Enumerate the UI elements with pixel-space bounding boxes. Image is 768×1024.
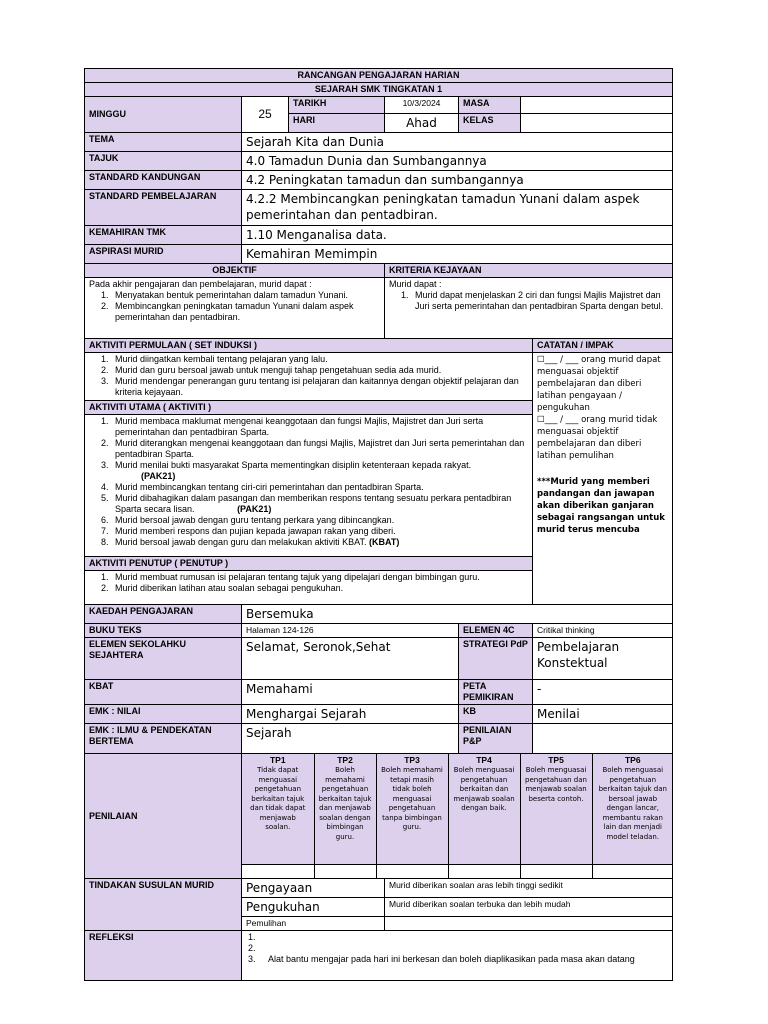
penutup-item: 2. Murid diberikan latihan atau soalan sebagai pengukuhan. (111, 583, 528, 594)
masa-value (521, 97, 673, 114)
pengayaan-label: Pengayaan (242, 879, 385, 898)
kriteria-kejayaan-header: KRITERIA KEJAYAAN (385, 264, 673, 278)
standard-kandungan-value: 4.2 Peningkatan tamadun dan sumbangannya (242, 171, 673, 190)
elemen-sekolahku-label: ELEMEN SEKOLAHKU SEJAHTERA (85, 638, 242, 680)
minggu-value: 25 (242, 97, 289, 133)
tp-blank-cell (520, 864, 592, 878)
document-title: RANCANGAN PENGAJARAN HARIAN (85, 69, 673, 83)
tp-cell: TP4 Boleh menguasai pengetahuan berkaitan dan menjawab soalan dengan baik. (448, 754, 520, 864)
tp-blank-cell (448, 864, 520, 878)
elemen-4c-value: Critikal thinking (533, 624, 673, 638)
pemulihan-label: Pemulihan (242, 917, 385, 931)
kbat-tag: (KBAT) (369, 537, 400, 547)
objektif-intro: Pada akhir pengajaran dan pembelajaran, murid dapat : (89, 279, 312, 289)
tp-cell: TP6 Boleh menguasai pengetahuan berkaitan tajuk dan bersoal jawab dengan lancar, membantu rakan lain dan menjadi model teladan. (592, 754, 673, 864)
aktiviti-penutup-header: AKTIVITI PENUTUP ( PENUTUP ) (85, 557, 533, 571)
document-subtitle: SEJARAH SMK TINGKATAN 1 (85, 83, 673, 97)
standard-pembelajaran-value: 4.2.2 Membincangkan peningkatan tamadun Yunani dalam aspek pemerintahan dan pentadbiran. (242, 190, 673, 226)
masa-label: MASA (459, 97, 521, 114)
catatan-ganjaran-note: ***Murid yang memberi pandangan dan jawapan akan diberikan ganjaran sebagai rangsangan untuk murid terus mencuba (537, 477, 665, 535)
utama-item (111, 460, 528, 482)
refleksi-item: 3. Alat bantu mengajar pada hari ini berkesan dan boleh diaplikasikan pada masa akan datang (258, 954, 668, 965)
kemahiran-tmk-value: 1.10 Menganalisa data. (242, 226, 673, 245)
tema-value: Sejarah Kita dan Dunia (242, 133, 673, 152)
minggu-label: MINGGU (85, 97, 242, 133)
kriteria-kejayaan-content (385, 278, 673, 339)
tp-cell: TP5 Boleh menguasai pengetahuan dan menjawab soalan beserta contoh. (520, 754, 592, 864)
tp-blank-cell (242, 864, 314, 878)
tajuk-value: 4.0 Tamadun Dunia dan Sumbangannya (242, 152, 673, 171)
kriteria-item: 1. Murid dapat menjelaskan 2 ciri dan fungsi Majlis Majistret dan Juri serta pemerintahan dan pentadbiran Sparta dengan betul. (411, 290, 668, 312)
kemahiran-tmk-label: KEMAHIRAN TMK (85, 226, 242, 245)
utama-item-text: Murid bersoal jawab dengan guru dan melakukan aktiviti KBAT. (115, 537, 367, 547)
buku-teks-label: BUKU TEKS (85, 624, 242, 638)
peta-pemikiran-value: - (533, 680, 673, 705)
peta-pemikiran-label: PETA PEMIKIRAN (459, 680, 533, 705)
permulaan-item: 2. Murid dan guru bersoal jawab untuk menguji tahap pengetahuan sedia ada murid. (111, 365, 528, 376)
catatan-line-menguasai: ☐___ / ___ orang murid dapat menguasai objektif pembelajaran dan diberi latihan pengayaan / pengukuhan (537, 355, 661, 413)
permulaan-item: 3. Murid mendengar penerangan guru tentang isi pelajaran dan kaitannya dengan objektif pelajaran dan kriteria kejayaan. (111, 376, 528, 398)
utama-item (111, 493, 528, 515)
kelas-value (521, 114, 673, 133)
aktiviti-permulaan-content (85, 353, 533, 401)
emk-nilai-label: EMK : NILAI (85, 705, 242, 724)
penilaian-label: PENILAIAN (85, 754, 242, 879)
utama-item: 1. Murid membaca maklumat mengenai keanggotaan dan fungsi Majlis, Majistret dan Juri serta pemerintahan dan pentadbiran Sparta. (111, 416, 528, 438)
elemen-sekolahku-value: Selamat, Seronok,Sehat (242, 638, 459, 680)
utama-item-text: Murid menilai bukti masyarakat Sparta mementingkan disiplin ketenteraan kepada rakyat. (115, 460, 472, 470)
tp-blank-cell (592, 864, 673, 878)
pemulihan-desc (385, 917, 673, 931)
kbat-label: KBAT (85, 680, 242, 705)
strategi-pdp-value: Pembelajaran Konstektual (533, 638, 673, 680)
catatan-impak-content (533, 353, 673, 605)
strategi-pdp-label: STRATEGI PdP (459, 638, 533, 680)
tp-blank-cell (376, 864, 448, 878)
lesson-plan-document (84, 68, 672, 981)
standard-pembelajaran-label: STANDARD PEMBELAJARAN (85, 190, 242, 226)
tindakan-susulan-label: TINDAKAN SUSULAN MURID (85, 879, 242, 931)
hari-label: HARI (289, 114, 385, 133)
emk-nilai-value: Menghargai Sejarah (242, 705, 459, 724)
lesson-plan-table (84, 68, 673, 981)
buku-teks-value: Halaman 124-126 (242, 624, 459, 638)
tarikh-label: TARIKH (289, 97, 385, 114)
emk-ilmu-value: Sejarah (242, 724, 459, 754)
emk-ilmu-label: EMK : ILMU & PENDEKATAN BERTEMA (85, 724, 242, 754)
utama-item (111, 537, 528, 548)
tp-cell: TP3 Boleh memahami tetapi masih tidak boleh menguasai pengetahuan tanpa bimbingan guru. (376, 754, 448, 864)
pengayaan-desc: Murid diberikan soalan aras lebih tinggi sedikit (385, 879, 673, 898)
elemen-4c-label: ELEMEN 4C (459, 624, 533, 638)
utama-item: 7. Murid memberi respons dan pujian kepada jawapan rakan yang diberi. (111, 526, 528, 537)
refleksi-label: REFLEKSI (85, 931, 242, 981)
tema-label: TEMA (85, 133, 242, 152)
penilaian-tp-grid (242, 754, 673, 879)
pengukuhan-desc: Murid diberikan soalan terbuka dan lebih mudah (385, 898, 673, 917)
kaedah-pengajaran-value: Bersemuka (242, 605, 673, 624)
pak21-tag: (PAK21) (237, 504, 272, 514)
tp-table (242, 754, 673, 878)
utama-item: 6. Murid bersoal jawab dengan guru tentang perkara yang dibincangkan. (111, 515, 528, 526)
penilaian-pp-value (533, 724, 673, 754)
permulaan-item: 1. Murid diingatkan kembali tentang pelajaran yang lalu. (111, 354, 528, 365)
tajuk-label: TAJUK (85, 152, 242, 171)
objektif-content (85, 278, 385, 339)
penutup-item: 1. Murid membuat rumusan isi pelajaran tentang tajuk yang dipelajari dengan bimbingan guru. (111, 572, 528, 583)
aktiviti-utama-content (85, 415, 533, 557)
tp-cell: TP2 Boleh memahami pengetahuan berkaitan tajuk dan menjawab soalan dengan bimbingan guru. (314, 754, 376, 864)
pak21-tag: (PAK21) (141, 471, 176, 481)
utama-item-text: Murid dibahagikan dalam pasangan dan memberikan respons tentang sesuatu perkara pentadbiran Sparta secara lisan. (115, 493, 512, 514)
kbat-value: Memahami (242, 680, 459, 705)
aspirasi-murid-label: ASPIRASI MURID (85, 245, 242, 264)
kb-value: Menilai (533, 705, 673, 724)
aktiviti-permulaan-header: AKTIVITI PERMULAAN ( SET INDUKSI ) (85, 339, 533, 353)
tp-blank-cell (314, 864, 376, 878)
kelas-label: KELAS (459, 114, 521, 133)
catatan-impak-header: CATATAN / IMPAK (533, 339, 673, 353)
tarikh-value: 10/3/2024 (385, 97, 459, 114)
catatan-line-tidak-menguasai: ☐___ / ___ orang murid tidak menguasai objektif pembelajaran dan diberi latihan pemulihan (537, 415, 658, 461)
tp-cell: TP1 Tidak dapat menguasai pengetahuan berkaitan tajuk dan tidak dapat menjawab soalan. (242, 754, 314, 864)
aspirasi-murid-value: Kemahiran Memimpin (242, 245, 673, 264)
objektif-item: 1. Menyatakan bentuk pemerintahan dalam tamadun Yunani. (111, 290, 380, 301)
kb-label: KB (459, 705, 533, 724)
utama-item: 4. Murid membincangkan tentang ciri-ciri pemerintahan dan pentadbiran Sparta. (111, 482, 528, 493)
pengukuhan-label: Pengukuhan (242, 898, 385, 917)
aktiviti-utama-header: AKTIVITI UTAMA ( AKTIVITI ) (85, 401, 533, 415)
refleksi-item (258, 932, 668, 943)
refleksi-item (258, 943, 668, 954)
hari-value: Ahad (385, 114, 459, 133)
kaedah-pengajaran-label: KAEDAH PENGAJARAN (85, 605, 242, 624)
refleksi-content (242, 931, 673, 981)
objektif-item: 2. Membincangkan peningkatan tamadun Yunani dalam aspek pemerintahan dan pentadbiran. (111, 301, 380, 323)
utama-item: 2. Murid diterangkan mengenai keanggotaan dan fungsi Majlis, Majistret dan Juri serta pemerintahan dan pentadbiran Sparta. (111, 438, 528, 460)
kriteria-intro: Murid dapat : (389, 279, 442, 289)
standard-kandungan-label: STANDARD KANDUNGAN (85, 171, 242, 190)
objektif-header: OBJEKTIF (85, 264, 385, 278)
penilaian-pp-label: PENILAIAN P&P (459, 724, 533, 754)
aktiviti-penutup-content (85, 571, 533, 605)
